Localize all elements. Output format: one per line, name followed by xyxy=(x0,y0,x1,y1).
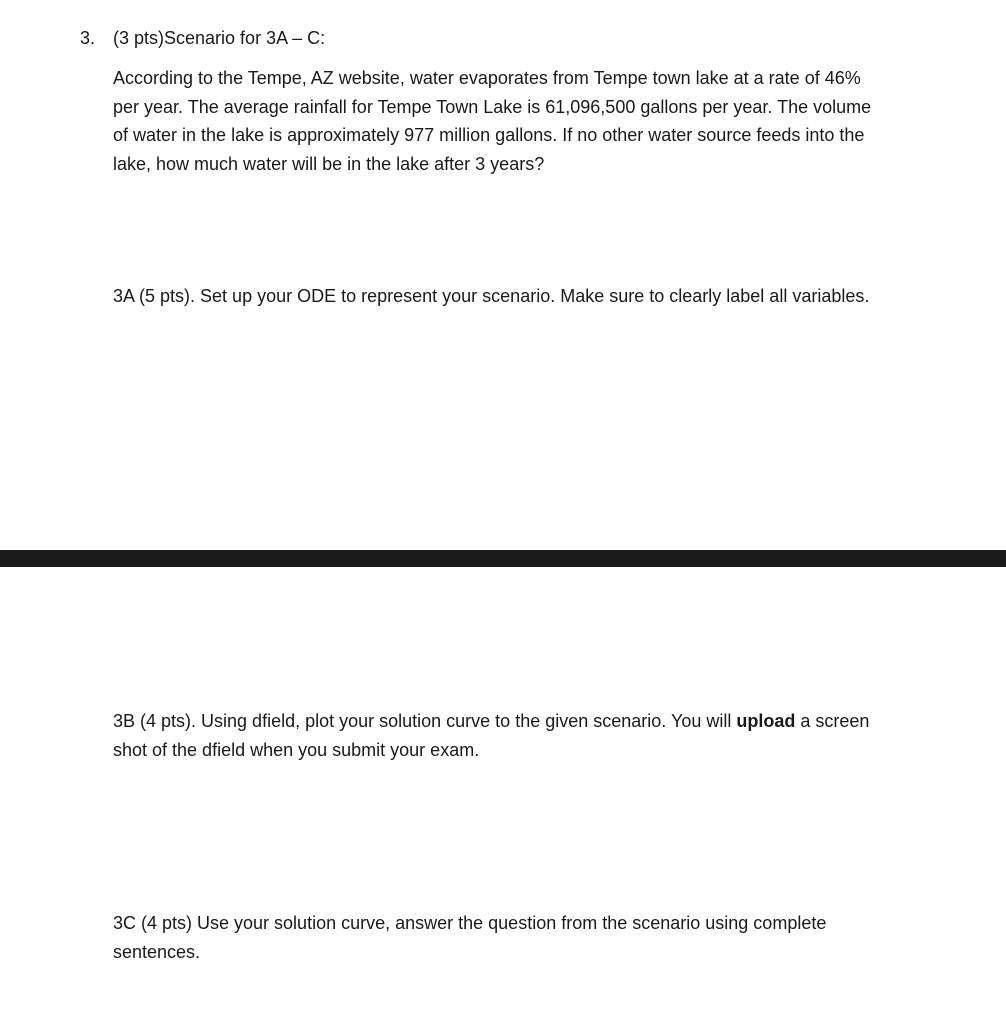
scenario-line: per year. The average rainfall for Tempe Town Lake is 61,096,500 gallons per year. The volume xyxy=(113,96,872,117)
scenario-line: lake, how much water will be in the lake after 3 years? xyxy=(113,153,545,174)
part-c-prompt xyxy=(113,909,973,966)
part-b-line xyxy=(113,707,973,736)
page-divider xyxy=(0,550,1006,567)
part-b-text: a screen xyxy=(795,711,870,731)
question-number: 3. xyxy=(80,28,96,48)
part-c-line: sentences. xyxy=(113,941,201,962)
part-b-line: shot of the dfield when you submit your exam. xyxy=(113,739,480,760)
question-header: (3 pts)Scenario for 3A – C: xyxy=(113,28,326,48)
upload-emphasis: upload xyxy=(736,711,796,731)
part-a-prompt: 3A (5 pts). Set up your ODE to represent your scenario. Make sure to clearly label all variables. xyxy=(113,286,870,306)
part-b-text: 3B (4 pts). Using dfield, plot your solution curve to the given scenario. You will xyxy=(113,711,737,731)
part-b-prompt xyxy=(113,707,973,764)
scenario-line: of water in the lake is approximately 977 million gallons. If no other water source feeds into the xyxy=(113,125,865,145)
part-c-line: 3C (4 pts) Use your solution curve, answer the question from the scenario using complete xyxy=(113,913,827,933)
scenario-line: According to the Tempe, AZ website, water evaporates from Tempe town lake at a rate of 46% xyxy=(113,68,861,88)
scenario-paragraph xyxy=(113,64,973,178)
